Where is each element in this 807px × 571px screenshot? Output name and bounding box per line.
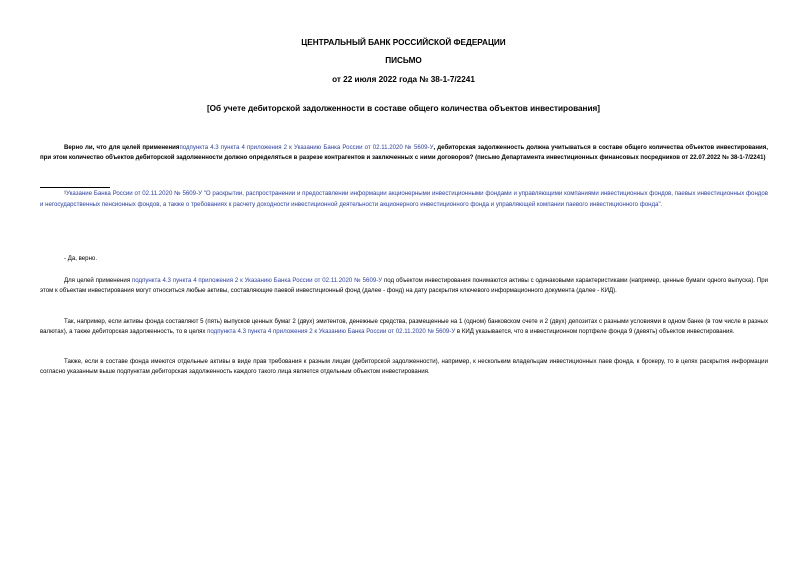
paragraph-example (40, 317, 768, 337)
question-paragraph (40, 143, 768, 163)
paragraph-example-start: Так, например, если активы фонда составляют 5 (пять) выпусков ценных бумаг 2 (двух) эмитентов, денежные средства, размещенные на 1 (одном) банковском счете и 2 (двух) депозитах с разными условиями в одном банке (в том числе в разных валютах), а также дебиторская задолженность, то в целях (40, 318, 768, 335)
paragraph-definition-end: под объектом инвестирования понимаются активы с одинаковыми характеристиками (например, ценные бумаги одного выпуска). При этом к объектам инвестирования могут относиться любые активы, составляющие паевой инвестиционный фонд (далее - фонд) на дату раскрытия ключевого информационного документа (далее - КИД). (40, 277, 768, 294)
footnote (40, 189, 768, 210)
question-text-start: Верно ли, что для целей применения (64, 144, 180, 151)
question-text-end: , дебиторская задолженность должна учитываться в составе общего количества объектов инвестирования, при этом количество объектов дебиторской задолженности должно определяться в разрезе контрагентов и заключенных с ними договоров? (письмо Департамента инвестиционных финансовых посредников от 22.07.2022 № 38-1-7/2241) (40, 144, 768, 161)
paragraph-definition (40, 276, 768, 296)
document-type: ПИСЬМО (385, 56, 422, 65)
paragraph-definition-link[interactable]: подпункта 4.3 пункта 4 приложения 2 к Указанию Банка России от 02.11.2020 № 5609-У (131, 277, 383, 284)
footnote-divider (40, 187, 110, 188)
footnote-reference-link[interactable]: Указание Банка России от 02.11.2020 № 5609-У "О раскрытии, распространении и предоставлении информации акционерными инвестиционными фондами и управляющими компаниями инвестиционных фондов, паевых инвестиционных фондов и негосударственных пенсионных фондов, а также о требованиях к расчету доходности инвестиционной деятельности акционерного инвестиционного фонда и управляющей компании паевого инвестиционного фонда". (40, 190, 768, 208)
paragraph-definition-start: Для целей применения (64, 277, 132, 284)
document-subject: [Об учете дебиторской задолженности в составе общего количества объектов инвестирования] (206, 104, 601, 113)
answer-paragraph: - Да, верно. (64, 255, 98, 262)
document-date-number: от 22 июля 2022 года № 38-1-7/2241 (332, 75, 475, 84)
question-reference-link[interactable]: подпункта 4.3 пункта 4 приложения 2 к Указанию Банка России от 02.11.2020 № 5609-У (179, 144, 434, 151)
paragraph-receivables: Также, если в составе фонда имеются отдельные активы в виде прав требования к разным лицам (дебиторской задолженности), например, к нескольким владельцам инвестиционных паев фонда, к брокеру, то в целях раскрытия информации согласно указанным выше подпунктам дебиторская задолженность каждого такого лица является отдельным объектом инвестирования. (40, 358, 768, 375)
paragraph-example-end: в КИД указывается, что в инвестиционном портфеле фонда 9 (девять) объектов инвестирования. (455, 328, 735, 335)
paragraph-example-link[interactable]: подпункта 4.3 пункта 4 приложения 2 к Указанию Банка России от 02.11.2020 № 5609-У (207, 328, 456, 335)
issuer-title: ЦЕНТРАЛЬНЫЙ БАНК РОССИЙСКОЙ ФЕДЕРАЦИИ (301, 38, 506, 47)
footnote-marker: ¹ (64, 190, 67, 197)
